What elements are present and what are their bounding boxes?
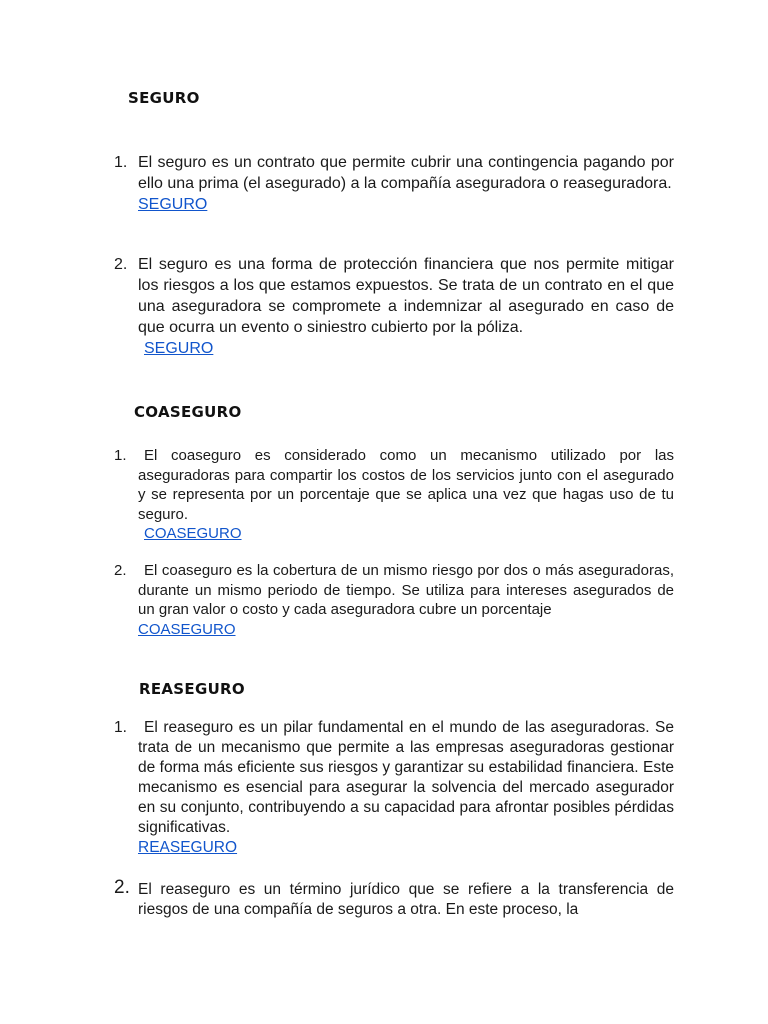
list-item-coaseguro-2 <box>114 561 674 639</box>
list-item-seguro-2 <box>114 254 674 359</box>
list-item-text: El seguro es una forma de protección financiera que nos permite mitigar los riesgos a los que estamos expuestos. Se trata de un contrato en el que una aseguradora se compromete a indemnizar al asegurado en caso de que ocurra un evento o siniestro cubierto por la póliza. <box>138 256 674 336</box>
list-number: 2. <box>114 256 128 273</box>
heading-seguro: SEGURO <box>128 89 200 107</box>
list-item-text: El reaseguro es un pilar fundamental en el mundo de las aseguradoras. Se trata de un mecanismo que permite a las empresas aseguradoras gestionar de forma más eficiente sus riesgos y garantizar su estabilidad financiera. Este mecanismo es esencial para asegurar la solvencia del mercado asegurador en su conjunto, contribuyendo a su capacidad para afrontar posibles pérdidas significativas. <box>138 719 674 836</box>
heading-reaseguro: REASEGURO <box>139 680 245 698</box>
heading-coaseguro: COASEGURO <box>134 403 242 421</box>
list-item-text: El reaseguro es un término jurídico que se refiere a la transferencia de riesgos de una compañía de seguros a otra. En este proceso, la <box>138 881 674 918</box>
coaseguro-link-1[interactable]: COASEGURO <box>144 525 242 542</box>
list-item-text: El coaseguro es la cobertura de un mismo riesgo por dos o más aseguradoras, durante un mismo periodo de tiempo. Se utiliza para intereses asegurados de un gran valor o costo y cada aseguradora cubre un porcentaje <box>138 562 674 618</box>
list-number: 2. <box>114 562 127 579</box>
reaseguro-link-1[interactable]: REASEGURO <box>138 839 238 856</box>
list-number: 1. <box>114 719 127 736</box>
seguro-link-2[interactable]: SEGURO <box>144 340 214 357</box>
list-item-text: El seguro es un contrato que permite cubrir una contingencia pagando por ello una prima (el asegurado) a la compañía aseguradora o reaseguradora. <box>138 154 674 192</box>
coaseguro-link-2[interactable]: COASEGURO <box>138 620 236 638</box>
list-item-text: El coaseguro es considerado como un mecanismo utilizado por las aseguradoras para compartir los costos de los servicios junto con el asegurado y se representa por un porcentaje que se aplica una vez que hagas uso de tu seguro. <box>138 447 674 523</box>
list-item-coaseguro-1 <box>114 446 674 544</box>
list-item-reaseguro-1 <box>114 718 674 858</box>
list-number: 1. <box>114 447 127 464</box>
list-item-reaseguro-2 <box>114 877 674 920</box>
list-number: 2. <box>114 877 130 898</box>
list-number: 1. <box>114 154 128 171</box>
list-item-seguro-1 <box>114 152 674 215</box>
seguro-link-1[interactable]: SEGURO <box>138 196 208 213</box>
